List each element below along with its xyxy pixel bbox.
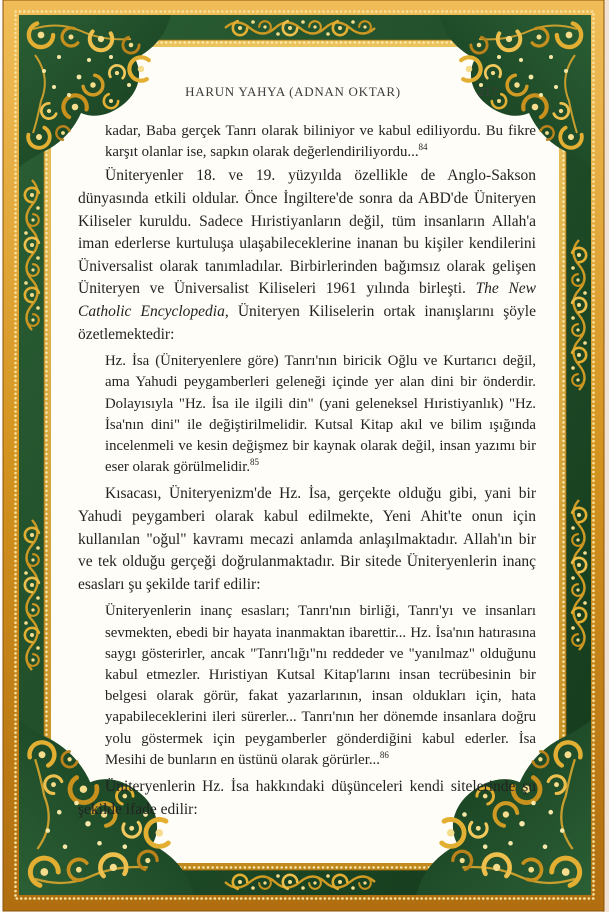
text-run: , Üniteryen Kiliselerin ortak inanışlarını şöyle özetlemektedir:	[78, 302, 536, 343]
block-quote	[105, 121, 536, 163]
text-run: kadar, Baba gerçek Tanrı olarak biliniyor ve kabul ediliyordu. Bu fikre karşıt olanlar ise, sapkın olarak değerlendiriliyordu...	[105, 123, 536, 161]
page-content	[78, 84, 536, 821]
footnote-ref: 84	[418, 142, 428, 153]
text-run: Üniteryenler 18. ve 19. yüzyılda özellikle de Anglo-Sakson dünyasında etkili oldular. Önce İngiltere'de sonra da ABD'de Üniteryen Kiliseler kuruldu. Sadece Hıristiyanların değil, tüm insanların Allah'a iman ederlerse kurtuluşa ulaşabileceklerine inanan bu kişiler kendilerini Üniversalist olarak tanımladılar. Birbirlerinden bağımsız olarak gelişen Üniteryen ve Üniversalist Kiliseleri 1961 yılında birleşti.	[78, 167, 536, 298]
footnote-ref: 85	[250, 457, 260, 468]
text-run: Kısacası, Üniteryenizm'de Hz. İsa, gerçekte olduğu gibi, yani bir Yahudi peygamberi olarak kabul edilmekte, Yeni Ahit'te onun için kullanılan "oğul" kavramı mecazi anlamda anlaşılmaktadır. Allah'ın bir ve tek olduğu gerçeği doğrulanmaktadır. Bir sitede Üniteryenlerin inanç esasları şu şekilde tarif edilir:	[78, 485, 536, 593]
body-paragraph	[78, 483, 536, 596]
body-text	[78, 121, 536, 821]
running-header: HARUN YAHYA (ADNAN OKTAR)	[185, 84, 401, 99]
text-run: Üniteryenlerin Hz. İsa hakkındaki düşünceleri kendi sitelerinde şu şekilde ifade edilir:	[78, 777, 536, 818]
block-quote	[105, 351, 536, 478]
text-run: Üniteryenlerin inanç esasları; Tanrı'nın birliği, Tanrı'yı ve insanları sevmekten, ebedi bir hayata inanmaktan ibarettir... Hz. İsa'nın hatırasına saygı gösterirler, ancak "Tanrı'lığı"nı reddeder ve "yanılmaz" olduğunu kabul etmezler. Hıristiyan Kutsal Kitap'larını insan tecrübesinin bir belgesi olarak görür, fakat yazarlarının, insan oldukları için, hata yapabileceklerini ileri sürerler... Tanrı'nın her dönemde insanlara doğru yolu göstermek için peygamberler gönderdiğini kabul ederler. İsa Mesihi de bunların en üstünü olarak görürler...	[105, 603, 536, 768]
page-header	[78, 84, 536, 100]
block-quote	[105, 601, 536, 771]
body-paragraph	[78, 165, 536, 346]
italic-title: The New Catholic Encyclopedia	[78, 280, 536, 320]
page-number: 217	[477, 84, 498, 99]
body-paragraph	[78, 776, 536, 821]
footnote-ref: 86	[379, 749, 389, 760]
text-run: Hz. İsa (Üniteryenlere göre) Tanrı'nın biricik Oğlu ve Kurtarıcı değil, ama Yahudi peygamberleri geleneği içinde yer alan dini bir önderdir. Dolayısıyla "Hz. İsa ile ilgili din" (yani geleneksel Hıristiyanlık) "Hz. İsa'nın dini" ile değiştirilmelidir. Kutsal Kitap akıl ve bilim ışığında incelenmeli ve kesin değişmez bir kaynak olarak değil, insan yazımı bir eser olarak görülmelidir.	[105, 353, 536, 476]
